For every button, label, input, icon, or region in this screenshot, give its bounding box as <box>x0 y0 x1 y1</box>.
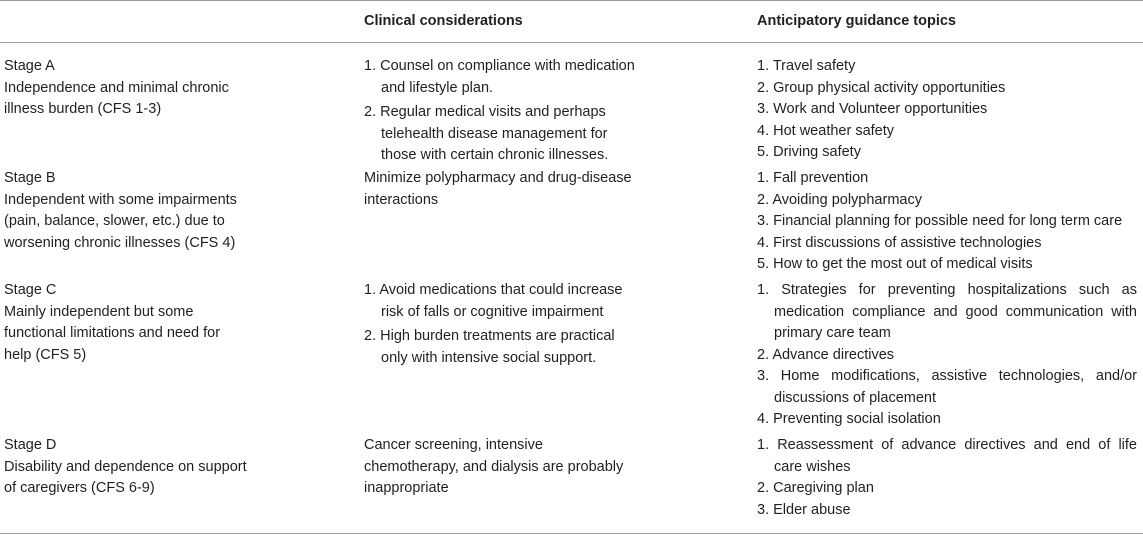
stage-cell <box>4 435 304 500</box>
guidance-item <box>757 142 1143 164</box>
stage-cell <box>4 56 304 121</box>
text-line: 1. Strategies for preventing hospitalizations such as <box>757 282 1137 298</box>
clinical-cell <box>364 56 664 167</box>
text-line: 1. Counsel on compliance with medication <box>364 58 635 74</box>
clinical-text-line: Minimize polypharmacy and drug-disease <box>364 170 632 186</box>
guidance-item <box>757 280 1137 345</box>
text-line: 1. Avoid medications that could increase <box>364 282 623 298</box>
text-line: those with certain chronic illnesses. <box>381 147 609 163</box>
clinical-item <box>364 326 664 369</box>
guidance-item <box>757 409 1137 431</box>
text-line: 3. Elder abuse <box>757 501 851 518</box>
clinical-text-line: inappropriate <box>364 480 449 496</box>
text-line: 4. First discussions of assistive technologies <box>757 234 1042 251</box>
guidance-item <box>757 366 1137 409</box>
clinical-item <box>364 56 664 99</box>
text-line: 2. Avoiding polypharmacy <box>757 191 922 208</box>
stage-cell <box>4 168 304 254</box>
stage-description-line: of caregivers (CFS 6-9) <box>4 480 155 496</box>
guidance-cell <box>757 435 1137 521</box>
stage-description-line: Mainly independent but some <box>4 303 194 320</box>
clinical-cell <box>364 280 664 369</box>
clinical-item <box>364 102 664 167</box>
clinical-cell <box>364 168 664 211</box>
guidance-item <box>757 99 1143 121</box>
text-line: 2. Caregiving plan <box>757 480 874 496</box>
clinical-text-line: interactions <box>364 191 439 208</box>
text-line: only with intensive social support. <box>381 349 597 366</box>
text-line: medication compliance and good communication with <box>774 303 1137 320</box>
text-line: 2. Advance directives <box>757 346 895 363</box>
text-line: risk of falls or cognitive impairment <box>381 303 604 320</box>
guidance-item <box>757 56 1143 78</box>
clinical-text-line: Cancer screening, intensive <box>364 437 543 453</box>
guidance-item <box>757 254 1143 276</box>
text-line: 1. Fall prevention <box>757 170 869 186</box>
guidance-item <box>757 345 1137 367</box>
clinical-item <box>364 280 664 323</box>
stage-description-line: help (CFS 5) <box>4 346 87 363</box>
stage-title: Stage C <box>4 282 57 298</box>
stage-description-line: illness burden (CFS 1-3) <box>4 101 162 117</box>
guidance-item <box>757 500 1137 522</box>
text-line: 3. Home modifications, assistive technologies, and/or <box>757 368 1137 384</box>
text-line: and lifestyle plan. <box>381 79 494 96</box>
header-anticipatory-guidance: Anticipatory guidance topics <box>757 13 956 29</box>
stage-description-line: functional limitations and need for <box>4 325 221 341</box>
stage-description-line: Independent with some impairments <box>4 191 237 208</box>
text-line: discussions of placement <box>774 389 936 406</box>
guidance-item <box>757 233 1143 255</box>
text-line: 3. Work and Volunteer opportunities <box>757 101 988 117</box>
text-line: 3. Financial planning for possible need for long term care <box>757 213 1123 229</box>
table-top-rule <box>0 0 1143 1</box>
text-line: 2. Group physical activity opportunities <box>757 79 1006 96</box>
stage-title: Stage A <box>4 58 55 74</box>
text-line: 1. Travel safety <box>757 58 856 74</box>
guidance-item <box>757 121 1143 143</box>
text-line: 5. Driving safety <box>757 144 861 160</box>
guidance-item <box>757 435 1137 478</box>
text-line: 2. Regular medical visits and perhaps <box>364 104 606 120</box>
table-bottom-rule <box>0 533 1143 534</box>
stage-description-line: worsening chronic illnesses (CFS 4) <box>4 234 236 251</box>
text-line: 4. Hot weather safety <box>757 122 895 139</box>
stage-title: Stage D <box>4 437 57 453</box>
stage-description-line: Independence and minimal chronic <box>4 79 229 96</box>
text-line: 2. High burden treatments are practical <box>364 328 615 344</box>
text-line: 4. Preventing social isolation <box>757 411 941 427</box>
clinical-cell <box>364 435 664 500</box>
guidance-cell <box>757 280 1137 431</box>
stage-title: Stage B <box>4 170 56 186</box>
clinical-text-line: chemotherapy, and dialysis are probably <box>364 458 624 475</box>
guidance-cell <box>757 168 1143 276</box>
stage-description-line: Disability and dependence on support <box>4 458 247 475</box>
guidance-cell <box>757 56 1143 164</box>
guidance-item <box>757 190 1143 212</box>
text-line: 1. Reassessment of advance directives and end of life <box>757 437 1137 453</box>
text-line: care wishes <box>774 458 851 475</box>
text-line: 5. How to get the most out of medical visits <box>757 256 1033 272</box>
text-line: telehealth disease management for <box>381 125 608 142</box>
guidance-item <box>757 168 1143 190</box>
stage-cell <box>4 280 304 366</box>
header-rule <box>0 42 1143 43</box>
text-line: primary care team <box>774 325 891 341</box>
guidance-item <box>757 211 1143 233</box>
guidance-item <box>757 78 1143 100</box>
header-clinical-considerations: Clinical considerations <box>364 13 523 29</box>
guidance-item <box>757 478 1137 500</box>
stage-description-line: (pain, balance, slower, etc.) due to <box>4 213 225 229</box>
